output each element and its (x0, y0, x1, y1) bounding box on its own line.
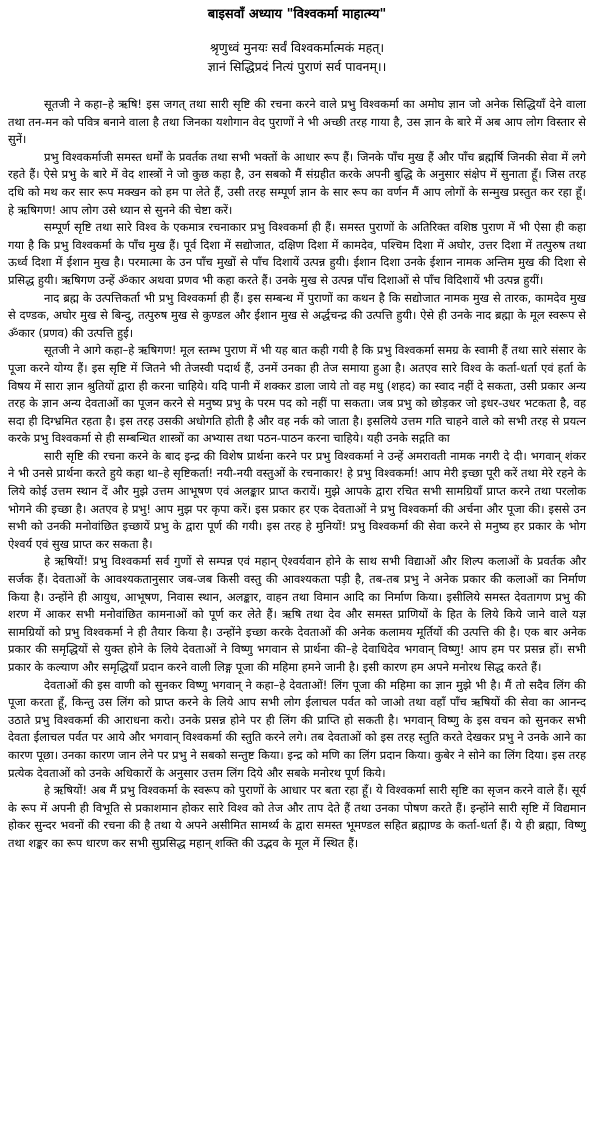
paragraph: सूतजी ने आगे कहा–हे ऋषिगण! मूल स्तम्भ पुराण में भी यह बात कही गयी है कि प्रभु विश्वकर्मा समग्र के स्वामी हैं तथा सारे संसार के पूजा करने योग्य हैं। इस सृष्टि में जितने भी तेजस्वी पदार्थ हैं, उनमें उनका ही तेज समाया हुआ है। अतएव सारे विश्व के कर्ता-धर्ता एवं हर्ता के विषय में सारा ज्ञान श्रुतियों द्वारा ही करना चाहिये। यदि पानी में शक्कर डाला जाये तो वह मधु (शहद) का स्वाद नहीं दे सकता, उसी प्रकार अन्य तरह के ज्ञान अन्य देवताओं का पूजन करने से मनुष्य प्रभु के परम पद को नहीं पा सकता। जब प्रभु को छोड़कर जो इधर-उधर भटकता है, वह सदा ही दिग्भ्रमित रहता है। इस तरह उसकी अधोगति होती है और वह नर्क को जाता है। इसलिये उत्तम गति चाहने वाले को सभी तरह से प्रयत्न करके प्रभु विश्वकर्मा से ही सम्बन्धित शास्त्रों का अभ्यास तथा पठन-पाठन करना चाहिये। यही उनके सद्गति का (8, 343, 586, 446)
paragraph: सम्पूर्ण सृष्टि तथा सारे विश्व के एकमात्र रचनाकार प्रभु विश्वकर्मा ही हैं। समस्त पुराणों के अतिरिक्त वशिष्ठ पुराण में भी ऐसा ही कहा गया है कि प्रभु विश्वकर्मा के पाँच मुख हैं। पूर्व दिशा में सद्योजात, दक्षिण दिशा में कामदेव, पश्चिम दिशा में अघोर, उत्तर दिशा में तत्पुरुष तथा ऊर्ध्व दिशा में ईशान मुख है। परमात्मा के उन पाँच मुखों से पाँच दिशायें उत्पन्न हुयी। ईशान दिशा उनके ईशान नामक अन्तिम मुख की दिशा से प्रसिद्ध हुयी। ऋषिगण उन्हें ॐकार अथवा प्रणव भी कहा करते हैं। उनके मुख से उत्पन्न पाँच दिशाओं से पाँच विदिशायें भी उत्पन्न हुयीं। (8, 220, 586, 287)
paragraph: नाद ब्रह्म के उत्पत्तिकर्ता भी प्रभु विश्वकर्मा ही हैं। इस सम्बन्ध में पुराणों का कथन है कि सद्योजात नामक मुख से तारक, कामदेव मुख से दण्डक, अघोर मुख से बिन्दु, तत्पुरुष मुख से कुण्डल और ईशान मुख से अर्द्धचन्द्र की उत्पत्ति हुयी। ऐसे ही उनके नाद ब्रह्मा के मूल स्वरूप से ॐकार (प्रणव) की उत्पत्ति हुई। (8, 290, 586, 340)
paragraph: प्रभु विश्वकर्माजी समस्त धर्मों के प्रवर्तक तथा सभी भक्तों के आधार रूप हैं। जिनके पाँच मुख हैं और पाँच ब्रह्मर्षि जिनकी सेवा में लगे रहते हैं। ऐसे प्रभु के बारे में वेद शास्त्रों ने जो कुछ कहा है, उन सबको मैं संग्रहीत करके अपनी बुद्धि के अनुसार संक्षेप में सुनाता हूँ। जिस तरह दधि को मथ कर सार रूप मक्खन को हम पा लेते हैं, उसी तरह सम्पूर्ण ज्ञान के सार रूप का वर्णन मैं आप लोगों के सन्मुख प्रस्तुत कर रहा हूँ। हे ऋषिगण! आप लोग उसे ध्यान से सुनने की चेष्टा करें। (8, 149, 586, 217)
paragraph: हे ऋषियों! प्रभु विश्वकर्मा सर्व गुणों से सम्पन्न एवं महान् ऐश्वर्यवान होने के साथ सभी विद्याओं और शिल्प कलाओं के प्रवर्तक और सर्जक हैं। देवताओं के आवश्यकतानुसार जब-जब किसी वस्तु की आवश्यकता पड़ी है, तब-तब प्रभु ने अनेक प्रकार की कलाओं का निर्माण किया है। उन्होंने ही आयुध, आभूषण, निवास स्थान, अलङ्कार, वाहन तथा विमान आदि का निर्माण किया। इसीलिये समस्त देवतागण प्रभु की शरण में आकर सभी मनोवांछित कामनाओं को पूर्ण कर लेते हैं। ऋषि तथा देव और समस्त प्राणियों के हित के लिये किये जाने वाले यज्ञ सामग्रियों को प्रभु विश्वकर्मा ने ही तैयार किया है। उन्होंने इच्छा करके देवताओं की अनेक कलामय मूर्तियों की उत्पत्ति की है। एक बार अनेक प्रकार की समृद्धियों से युक्त होने के लिये देवताओं ने विष्णु भगवान से प्रार्थना की–हे देवाधिदेव भगवान् विष्णु! आप हम पर प्रसन्न हों। सभी प्रकार के कल्याण और समृद्धियाँ प्रदान करने वाली लिङ्ग पूजा की महिमा हमने जानी है। इसी कारण हम अपने मनोरथ सिद्ध करते हैं। (8, 554, 586, 674)
paragraph: सूतजी ने कहा–हे ऋषि! इस जगत् तथा सारी सृष्टि की रचना करने वाले प्रभु विश्वकर्मा का अमोघ ज्ञान जो अनेक सिद्धियाँ देने वाला तथा तन-मन को पवित्र बनाने वाला है तथा जिनका यशोगान वेद पुराणों ने भी अच्छी तरह गाया है, उस ज्ञान के बारे में अब आप लोग विस्तार से सुनें। (8, 97, 586, 147)
verse-line: ज्ञानं सिद्धिप्रदं नित्यं पुराणं सर्व पावनम्।। (207, 59, 387, 74)
verse-line: श्रृणुध्वं मुनयः सर्वं विश्वकर्मात्मकं महत्। (209, 40, 385, 55)
paragraph: हे ऋषियों! अब मैं प्रभु विश्वकर्मा के स्वरूप को पुराणों के आधार पर बता रहा हूँ। ये विश्वकर्मा सारी सृष्टि का सृजन करने वाले हैं। सूर्य के रूप में अपनी ही विभूति से प्रकाशमान होकर सारे विश्व को तेज और ताप देते हैं तथा उनका पोषण करते हैं। इन्होंने सारी सृष्टि में विद्यमान होकर सुन्दर भवनों की रचना की है तथा ये अपने असीमित सामर्थ्य के द्वारा समस्त भूमण्डल सहित ब्रह्माण्ड के कर्ता-धर्ता हैं। ये ही ब्रह्मा, विष्णु तथा शङ्कर का रूप धारण कर सभी सुप्रसिद्ध महान् शक्ति की उद्भव के मूल में स्थित हैं। (8, 783, 586, 850)
chapter-title: बाइसवाँ अध्याय "विश्वकर्मा माहात्म्य" (207, 7, 387, 22)
verse-block (8, 38, 586, 76)
paragraph: देवताओं की इस वाणी को सुनकर विष्णु भगवान् ने कहा–हे देवताओं! लिंग पूजा की महिमा का ज्ञान मुझे भी है। मैं तो सदैव लिंग की पूजा करता हूँ, किन्तु उस लिंग को प्राप्त करने के लिये आप सभी लोग ईलाचल पर्वत को जाओ तथा वहाँ पाँच ऋषियों की सेवा का आनन्द उठाते प्रभु विश्वकर्मा की आराधना करो। उनके प्रसन्न होने पर ही लिंग की प्राप्ति हो सकती है। भगवान् विष्णु के इस वचन को सुनकर सभी देवता ईलाचल पर्वत पर आये और भगवान् विश्वकर्मा की स्तुति करने लगे। तब देवताओं को इस तरह स्तुति करते देखकर प्रभु ने उनके आने का कारण पूछा। उनका कारण जान लेने पर प्रभु ने सबको सन्तुष्ट किया। इन्द्र को मणि का लिंग प्रदान किया। कुबेर ने सोने का लिंग दिया। इस तरह प्रत्येक देवताओं को उनके अधिकारों के अनुसार उत्तम लिंग दिये और सबके मनोरथ पूर्ण किये। (8, 677, 586, 780)
paragraph: सारी सृष्टि की रचना करने के बाद इन्द्र की विशेष प्रार्थना करने पर प्रभु विश्वकर्मा ने उन्हें अमरावती नामक नगरी दे दी। भगवान् शंकर ने भी उनसे प्रार्थना करते हुये कहा था–हे सृष्टिकर्ता! नयी-नयी वस्तुओं के रचनाकार! हे प्रभु विश्वकर्मा! आप मेरी इच्छा पूरी करें तथा मेरे रहने के लिये कोई उत्तम स्थान दें और मुझे उत्तम आभूषण एवं अलङ्कार प्राप्त करायें। मुझे आपके द्वारा रचित सभी सामग्रियाँ प्राप्त करने तथा परलोक भोगने की इच्छा है। अतएव हे प्रभु! आप मुझ पर कृपा करें। इस प्रकार हर एक देवताओं ने प्रभु विश्वकर्मा की अर्चना और पूजा की। इससे उन सभी को उनकी मनोवांछित इच्छायें प्रभु के द्वारा पूर्ण की गयी। इस तरह हे मुनियों! प्रभु विश्वकर्मा की सेवा करने से मनुष्य हर प्रकार के भोग ऐश्वर्य एवं सुख प्राप्त कर सकता है। (8, 448, 586, 551)
